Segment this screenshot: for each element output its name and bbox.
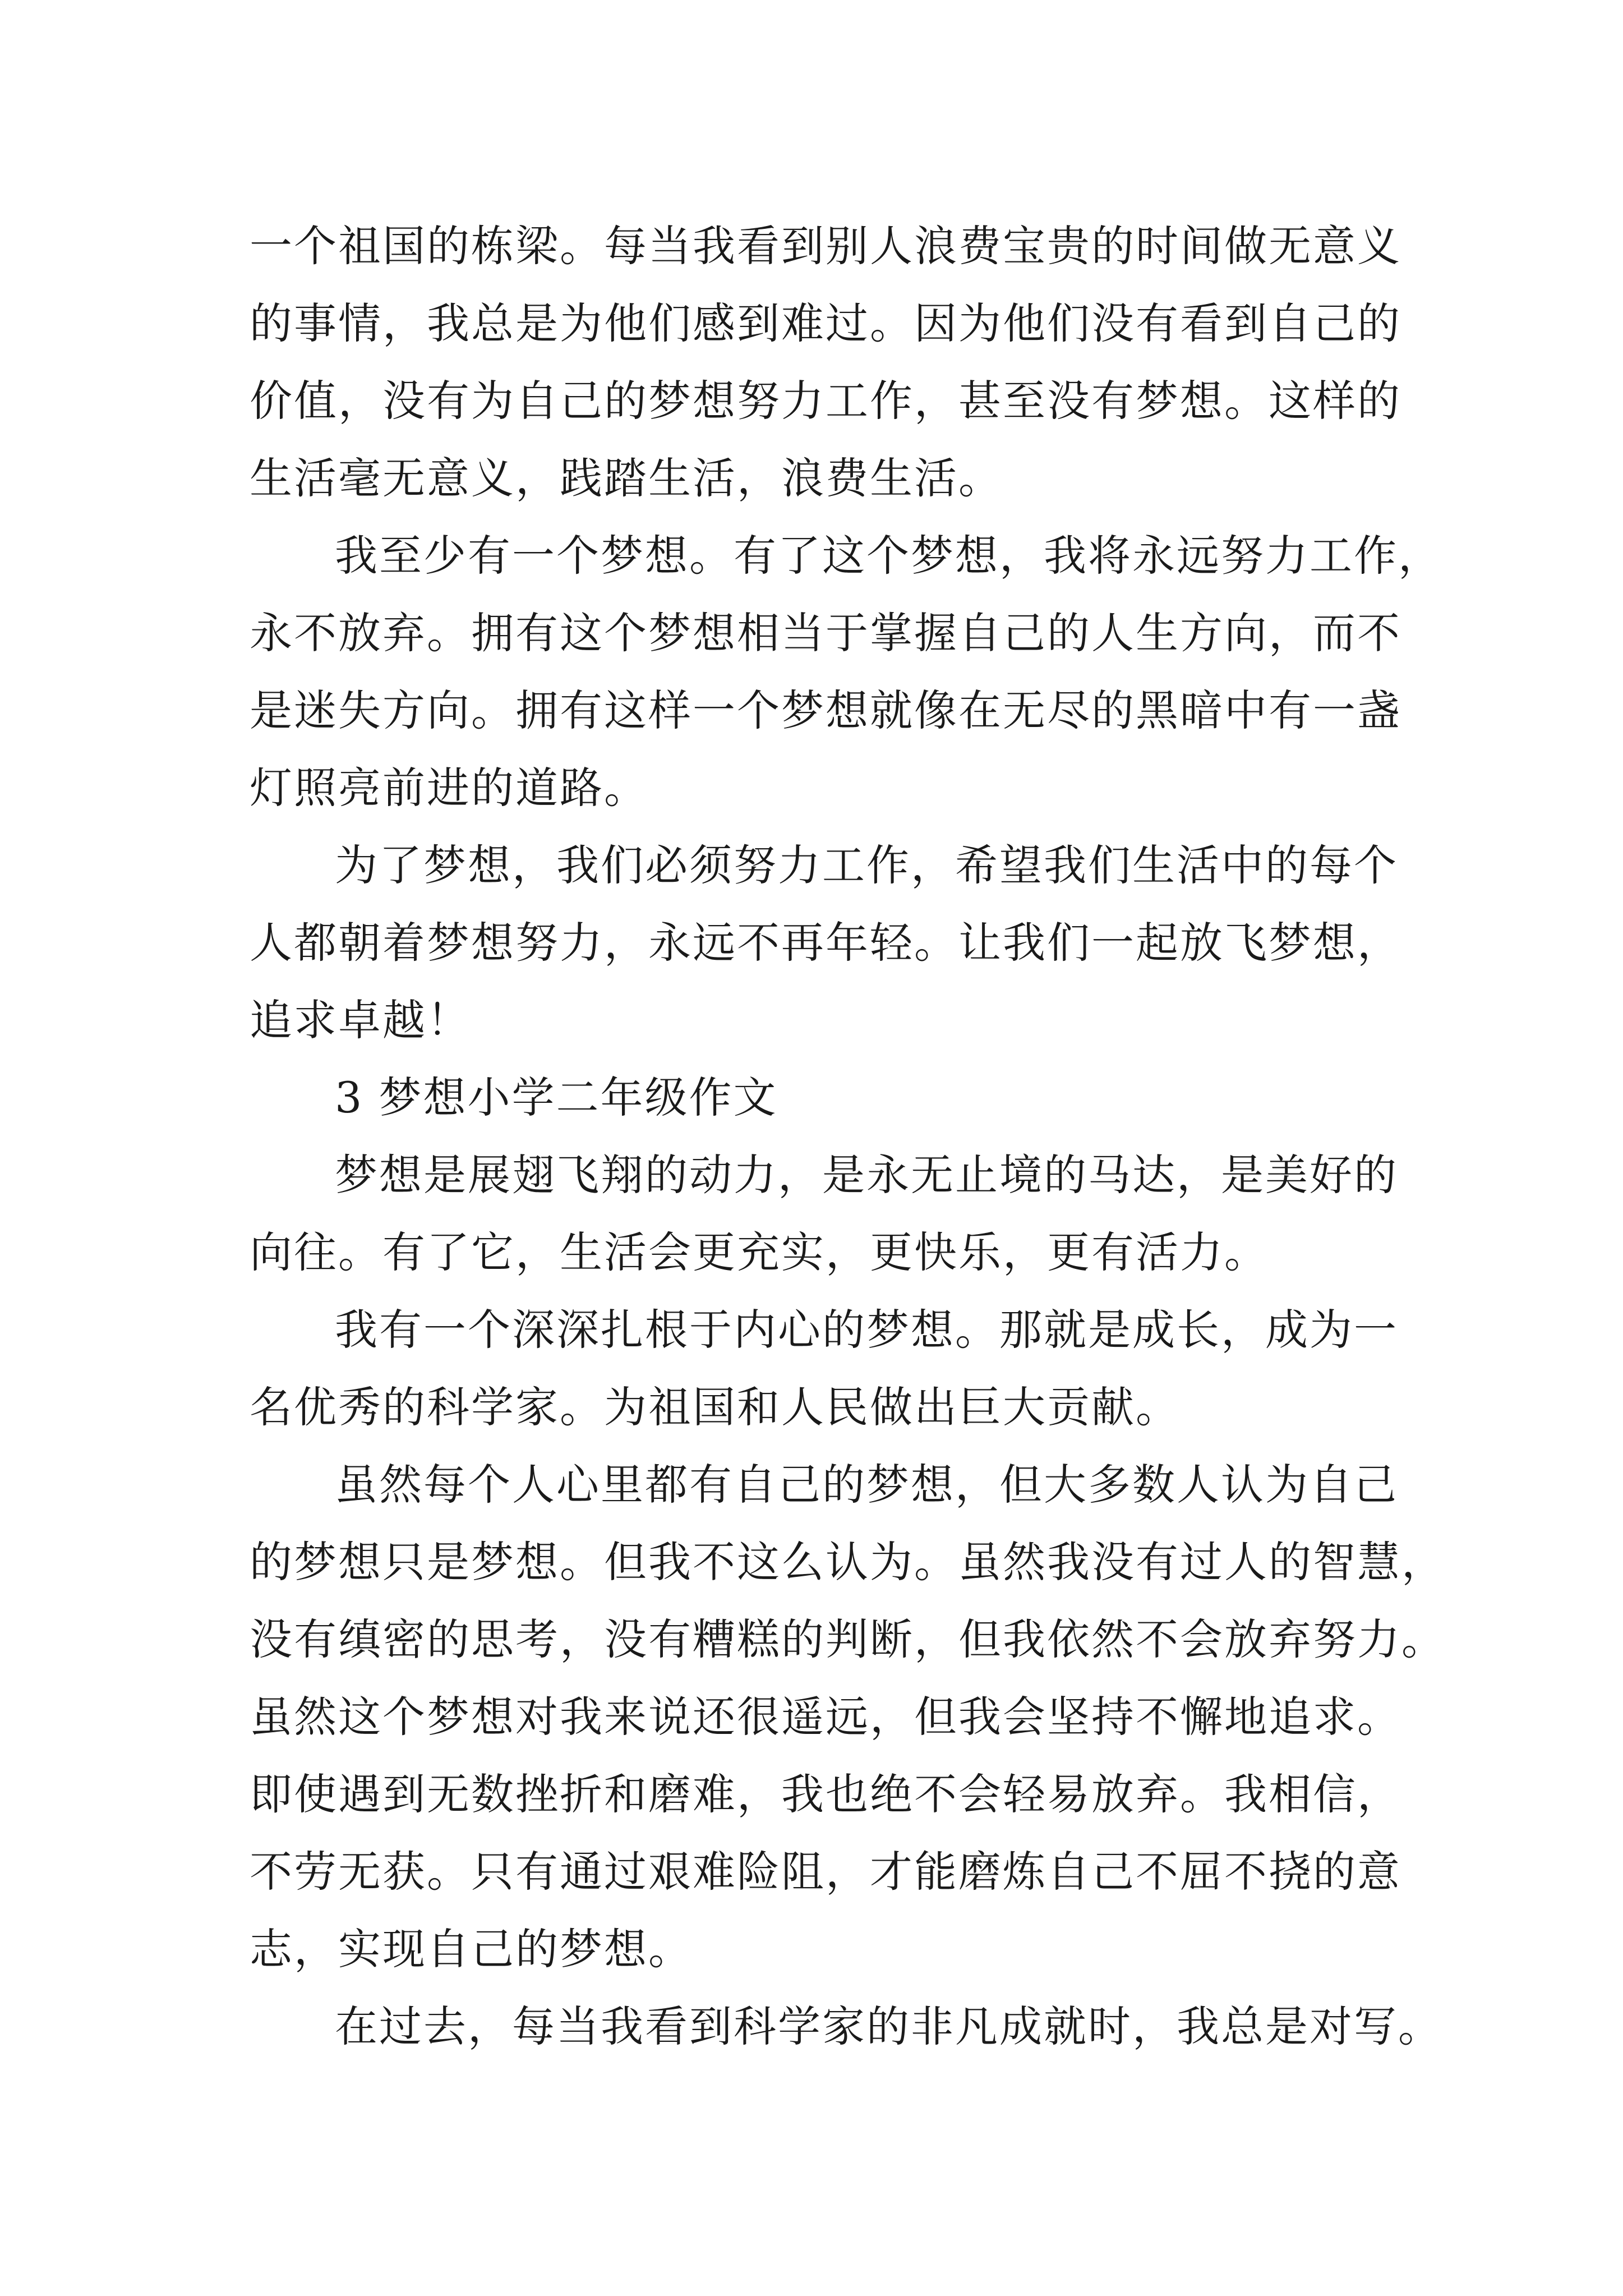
text-line: 灯照亮前进的道路。 xyxy=(250,763,648,813)
document-body xyxy=(250,208,1446,2065)
text-line: 不劳无获。只有通过艰难险阻，才能磨炼自己不屈不挠的意 xyxy=(250,1847,1401,1897)
text-line: 向往。有了它，生活会更充实，更快乐，更有活力。 xyxy=(250,1227,1269,1277)
text-line: 的梦想只是梦想。但我不这么认为。虽然我没有过人的智慧， xyxy=(250,1537,1446,1587)
text-line: 生活毫无意义，践踏生活，浪费生活。 xyxy=(250,453,1003,503)
paragraph-start-line: 虽然每个人心里都有自己的梦想，但大多数人认为自己 xyxy=(335,1460,1398,1510)
text-line: 永不放弃。拥有这个梦想相当于掌握自己的人生方向，而不 xyxy=(250,608,1401,658)
paragraph-start-line: 为了梦想，我们必须努力工作，希望我们生活中的每个 xyxy=(335,840,1398,890)
text-line: 追求卓越！ xyxy=(250,995,471,1045)
paragraph-start-line: 在过去，每当我看到科学家的非凡成就时，我总是对写。 xyxy=(335,2001,1442,2051)
text-line: 名优秀的科学家。为祖国和人民做出巨大贡献。 xyxy=(250,1382,1180,1432)
text-line: 人都朝着梦想努力，永远不再年轻。让我们一起放飞梦想， xyxy=(250,918,1401,968)
paragraph-start-line: 我有一个深深扎根于内心的梦想。那就是成长，成为一 xyxy=(335,1305,1398,1355)
text-line: 虽然这个梦想对我来说还很遥远，但我会坚持不懈地追求。 xyxy=(250,1692,1401,1742)
text-line: 一个祖国的栋梁。每当我看到别人浪费宝贵的时间做无意义 xyxy=(250,221,1401,271)
text-line: 是迷失方向。拥有这样一个梦想就像在无尽的黑暗中有一盏 xyxy=(250,685,1401,735)
text-line: 即使遇到无数挫折和磨难，我也绝不会轻易放弃。我相信， xyxy=(250,1769,1401,1819)
text-line: 志，实现自己的梦想。 xyxy=(250,1924,693,1974)
paragraph-start-line: 梦想是展翅飞翔的动力，是永无止境的马达，是美好的 xyxy=(335,1150,1398,1200)
text-line: 价值，没有为自己的梦想努力工作，甚至没有梦想。这样的 xyxy=(250,376,1401,426)
paragraph-start-line: 我至少有一个梦想。有了这个梦想，我将永远努力工作， xyxy=(335,531,1442,581)
text-line: 的事情，我总是为他们感到难过。因为他们没有看到自己的 xyxy=(250,298,1401,348)
section-heading: 3 梦想小学二年级作文 xyxy=(335,1073,778,1122)
text-line: 没有缜密的思考，没有糟糕的判断，但我依然不会放弃努力。 xyxy=(250,1614,1446,1664)
